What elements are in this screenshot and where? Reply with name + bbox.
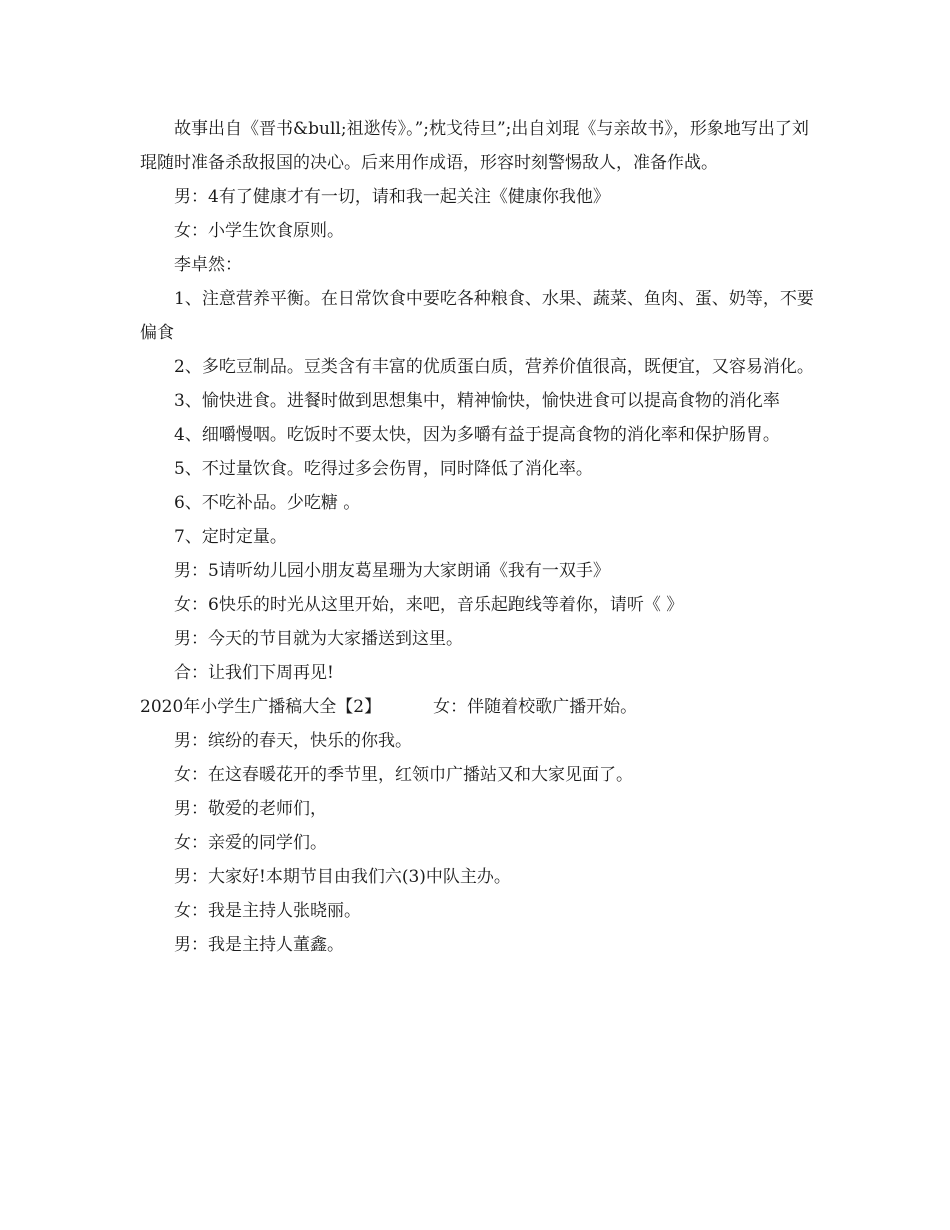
document-page [140, 112, 820, 962]
paragraph-rule-7: 7、定时定量。 [174, 527, 287, 547]
paragraph-female-broadcast: 女：在这春暖花开的季节里，红领巾广播站又和大家见面了。 [174, 765, 633, 785]
paragraph-male-spring: 男：缤纷的春天，快乐的你我。 [174, 731, 412, 751]
paragraph-male-recitation: 男：5请听幼儿园小朋友葛星珊为大家朗诵《我有一双手》 [174, 561, 610, 581]
paragraph-male-host: 男：我是主持人董鑫。 [174, 935, 344, 955]
paragraph-rule-5: 5、不过量饮食。吃得过多会伤胃，同时降低了消化率。 [174, 459, 593, 479]
paragraph-rule-4: 4、细嚼慢咽。吃饭时不要太快，因为多嚼有益于提高食物的消化率和保护肠胃。 [174, 425, 780, 445]
paragraph-together-goodbye: 合：让我们下周再见! [174, 663, 334, 683]
paragraph-rule-6: 6、不吃补品。少吃糖 。 [174, 493, 361, 513]
paragraph-rule-2: 2、多吃豆制品。豆类含有丰富的优质蛋白质，营养价值很高，既便宜，又容易消化。 [174, 357, 814, 377]
paragraph-female-classmates: 女：亲爱的同学们。 [174, 833, 327, 853]
paragraph-male-health: 男：4有了健康才有一切，请和我一起关注《健康你我他》 [174, 187, 610, 207]
section-heading-tail: 女：伴随着校歌广播开始。 [433, 697, 638, 717]
paragraph-female-diet-principles: 女：小学生饮食原则。 [174, 221, 344, 241]
section-heading-row [140, 690, 820, 724]
section-heading: 2020年小学生广播稿大全【2】 [140, 697, 382, 717]
paragraph-story-origin: 故事出自《晋书&bull;祖逖传》。”;枕戈待旦”;出自刘琨《与亲故书》，形象地写出了刘琨随时准备杀敌报国的决心。后来用作成语，形容时刻警惕敌人，准备作战。 [140, 119, 809, 173]
paragraph-male-hello: 男：大家好!本期节目由我们六(3)中队主办。 [174, 867, 511, 887]
paragraph-male-teachers: 男：敬爱的老师们， [174, 799, 327, 819]
paragraph-male-closing: 男：今天的节目就为大家播送到这里。 [174, 629, 463, 649]
paragraph-rule-1: 1、注意营养平衡。在日常饮食中要吃各种粮食、水果、蔬菜、鱼肉、蛋、奶等，不要偏食 [140, 289, 814, 343]
paragraph-rule-3: 3、愉快进食。进餐时做到思想集中，精神愉快，愉快进食可以提高食物的消化率 [174, 391, 780, 411]
paragraph-speaker-li: 李卓然： [174, 255, 242, 275]
paragraph-female-host: 女：我是主持人张晓丽。 [174, 901, 361, 921]
paragraph-female-music: 女：6快乐的时光从这里开始，来吧，音乐起跑线等着你，请听《 》 [174, 595, 684, 615]
